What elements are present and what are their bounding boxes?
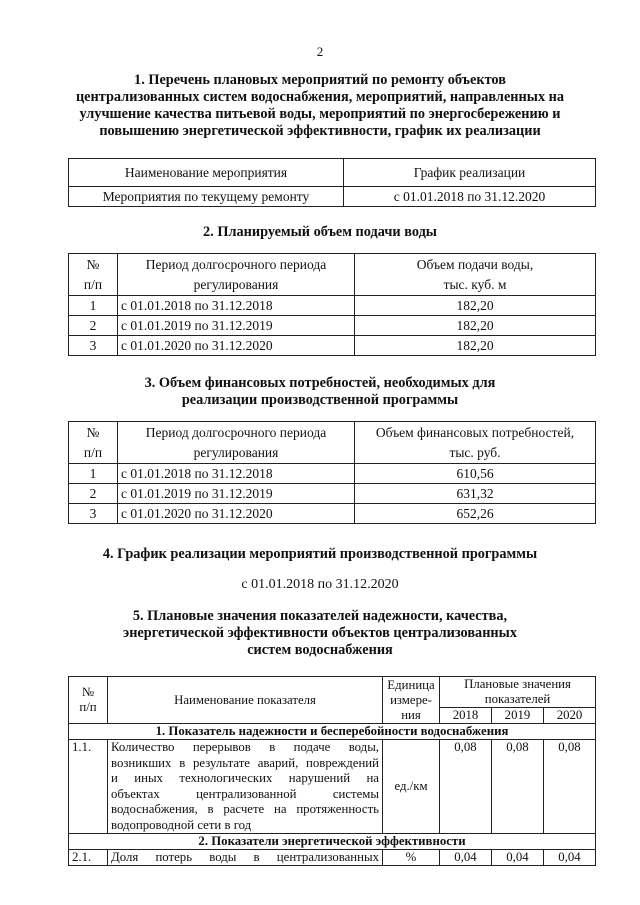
section5-title-line: энергетической эффективности объектов централизованных xyxy=(123,625,517,641)
section3-table xyxy=(68,421,596,524)
table-cell: с 01.01.2018 по 31.12.2018 xyxy=(118,296,355,316)
table-cell: 182,20 xyxy=(355,296,596,316)
table-cell: 631,32 xyxy=(355,484,596,504)
table-row xyxy=(69,740,596,834)
table-row xyxy=(69,504,596,524)
header-cell-value xyxy=(355,422,596,464)
subheader-cell: 2. Показатели энергетической эффективности xyxy=(69,834,596,850)
table-header-row xyxy=(69,422,596,464)
section1-title-line: 1. Перечень плановых мероприятий по ремонту объектов xyxy=(134,72,506,88)
section3-title xyxy=(60,375,580,409)
section5-title-line: систем водоснабжения xyxy=(247,642,393,658)
header-text: тыс. руб. xyxy=(449,444,501,460)
section4-title: 4. График реализации мероприятий производственной программы xyxy=(102,546,538,562)
header-cell-num xyxy=(69,677,108,724)
table-cell: 610,56 xyxy=(355,464,596,484)
table-cell-unit: ед./км xyxy=(383,740,440,834)
header-text: регулирования xyxy=(193,276,279,292)
header-text: ния xyxy=(401,707,421,722)
header-cell-value xyxy=(355,254,596,296)
table-row xyxy=(69,187,596,207)
section2-title: 2. Планируемый объем подачи воды xyxy=(203,224,437,240)
header-cell-name: Наименование показателя xyxy=(108,677,383,724)
header-cell-planned xyxy=(440,677,596,708)
table-header-row xyxy=(69,677,596,708)
table-cell: 652,26 xyxy=(355,504,596,524)
section5-table xyxy=(68,676,596,866)
header-text: Объем подачи воды, xyxy=(416,256,534,272)
section1-title-line: повышению энергетической эффективности, график их реализации xyxy=(99,123,541,139)
table-cell: 182,20 xyxy=(355,316,596,336)
table-cell: 2 xyxy=(69,484,118,504)
table-cell: с 01.01.2019 по 31.12.2019 xyxy=(118,484,355,504)
table-cell: 1 xyxy=(69,464,118,484)
header-text: п/п xyxy=(83,276,103,292)
header-cell-year: 2020 xyxy=(543,708,595,724)
table-cell-value: 0,08 xyxy=(543,740,595,834)
table-cell: с 01.01.2018 по 31.12.2020 xyxy=(344,187,596,207)
table-row xyxy=(69,316,596,336)
table-row xyxy=(69,296,596,316)
header-text: Плановые значения xyxy=(464,677,571,691)
table-row xyxy=(69,464,596,484)
header-text: № xyxy=(86,424,100,440)
section4-period: с 01.01.2018 по 31.12.2020 xyxy=(241,577,399,592)
header-text: измере- xyxy=(390,692,432,707)
table-cell: 2 xyxy=(69,316,118,336)
header-cell-num xyxy=(69,422,118,464)
header-cell-unit xyxy=(383,677,440,724)
section1-title-line: улучшение качества питьевой воды, мероприятий по энергосбережению и xyxy=(79,106,561,122)
table-cell: 182,20 xyxy=(355,336,596,356)
section1-title xyxy=(60,72,580,140)
table-row xyxy=(69,484,596,504)
name-line: и иных технологических нарушений на xyxy=(111,771,379,785)
table-cell: Мероприятия по текущему ремонту xyxy=(69,187,344,207)
table-cell: с 01.01.2020 по 31.12.2020 xyxy=(118,336,355,356)
header-cell-year: 2018 xyxy=(440,708,492,724)
section3-title-line: 3. Объем финансовых потребностей, необходимых для xyxy=(144,375,496,391)
header-text: тыс. куб. м xyxy=(443,276,507,292)
header-cell-num xyxy=(69,254,118,296)
table-row xyxy=(69,336,596,356)
table-cell-num: 1.1. xyxy=(69,740,108,834)
header-cell: Наименование мероприятия xyxy=(69,159,344,187)
table-cell-unit: % xyxy=(383,850,440,866)
table-cell-value: 0,04 xyxy=(440,850,492,866)
table-subheader-row xyxy=(69,724,596,740)
section1-table xyxy=(68,158,596,207)
name-line: водоснабжения, в расчете на протяженность xyxy=(111,802,379,816)
table-cell: 3 xyxy=(69,336,118,356)
table-header-row xyxy=(69,254,596,296)
header-text: № xyxy=(81,685,95,699)
header-text: Период долгосрочного периода xyxy=(145,424,327,440)
table-subheader-row xyxy=(69,834,596,850)
table-cell-value: 0,08 xyxy=(491,740,543,834)
name-line: Количество перерывов в подаче воды, xyxy=(111,740,379,754)
table-cell-value: 0,04 xyxy=(491,850,543,866)
header-cell-period xyxy=(118,254,355,296)
table-cell: с 01.01.2019 по 31.12.2019 xyxy=(118,316,355,336)
table-cell: с 01.01.2020 по 31.12.2020 xyxy=(118,504,355,524)
table-cell: с 01.01.2018 по 31.12.2018 xyxy=(118,464,355,484)
page-number: 2 xyxy=(316,44,324,59)
section5-title xyxy=(60,608,580,659)
header-cell-period xyxy=(118,422,355,464)
header-text: № xyxy=(86,256,100,272)
section1-title-line: централизованных систем водоснабжения, мероприятий, направленных на xyxy=(75,89,565,105)
header-text: регулирования xyxy=(193,444,279,460)
table-header-row xyxy=(69,159,596,187)
header-text: п/п xyxy=(79,700,97,714)
header-text: Период долгосрочного периода xyxy=(145,256,327,272)
name-line: объектах централизованной системы xyxy=(111,786,379,801)
table-cell-name: Доля потерь воды в централизованных xyxy=(108,850,383,866)
header-cell-year: 2019 xyxy=(491,708,543,724)
table-cell: 3 xyxy=(69,504,118,524)
table-cell-name xyxy=(108,740,383,834)
table-row xyxy=(69,850,596,866)
header-text: Единица xyxy=(387,677,435,692)
name-line: возникших в результате аварий, повреждений xyxy=(111,755,379,770)
name-line: водопроводной сети в год xyxy=(111,817,252,832)
subheader-cell: 1. Показатель надежности и бесперебойности водоснабжения xyxy=(69,724,596,740)
section3-title-line: реализации производственной программы xyxy=(181,392,459,408)
header-cell: График реализации xyxy=(344,159,596,187)
header-text: п/п xyxy=(83,444,103,460)
header-text: показателей xyxy=(484,692,551,706)
section2-table xyxy=(68,253,596,356)
section5-title-line: 5. Плановые значения показателей надежности, качества, xyxy=(132,608,508,624)
header-text: Объем финансовых потребностей, xyxy=(375,424,575,440)
table-cell: 1 xyxy=(69,296,118,316)
table-cell-num: 2.1. xyxy=(69,850,108,866)
table-cell-value: 0,04 xyxy=(543,850,595,866)
table-cell-value: 0,08 xyxy=(440,740,492,834)
